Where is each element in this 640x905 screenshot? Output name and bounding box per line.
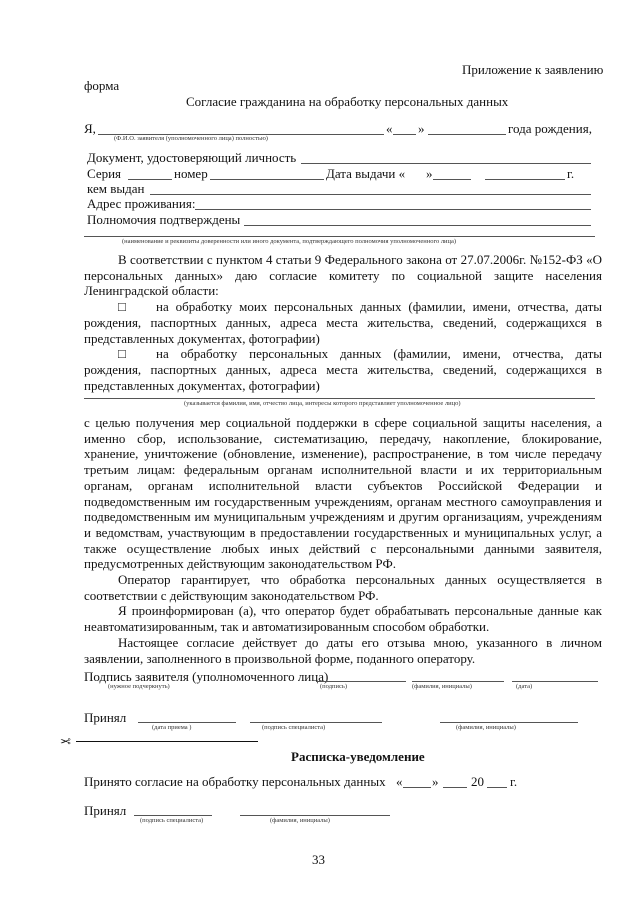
applicant-signature-field[interactable] (316, 681, 406, 682)
receipt-employee-signature-field[interactable] (134, 815, 212, 816)
hint-date: (дата) (516, 683, 533, 690)
address-label: Адрес проживания: (87, 196, 196, 211)
receipt-received-label: Принял (84, 803, 127, 818)
accepted-label: Принял (84, 710, 127, 725)
person-hint: (указывается фамилия, имя, отчество лица, интересы которого представляет уполномоченное лицо) (184, 400, 461, 407)
powers-hint: (наименование и реквизиты доверенности или иного документа, подтверждающего полномочия уполномоченного лица) (122, 238, 457, 245)
hint-applicant-name: (фамилия, инициалы) (412, 683, 472, 690)
powers-label: Полномочия подтверждены (87, 212, 241, 227)
series-label: Серия (87, 166, 122, 181)
validity-paragraph: Настоящее согласие действует до даты его отзыва мною, указанного в личном заявлении, заполненного в произвольной форме, поданного оператору. (84, 634, 602, 666)
address-field[interactable] (195, 209, 591, 210)
hint-employee-signature: (подпись специалиста) (262, 724, 326, 731)
receipt-accepted-text: Принято согласие на обработку персональных данных (84, 774, 386, 789)
accept-date-field[interactable] (138, 722, 236, 723)
issue-date-quote-close: » (426, 166, 433, 181)
birth-year-label: года рождения, (508, 121, 592, 136)
applicant-name-sig-field[interactable] (412, 681, 504, 682)
represented-person-field[interactable] (84, 398, 595, 399)
issue-year-suffix: г. (567, 166, 575, 181)
number-field[interactable] (210, 179, 324, 180)
employee-signature-field[interactable] (250, 722, 382, 723)
hint-signature: (подпись) (320, 683, 347, 690)
form-label: форма (84, 78, 120, 93)
document-title: Согласие гражданина на обработку персональных данных (186, 94, 509, 109)
receipt-quote-open: « (396, 774, 403, 789)
fio-hint: (Ф.И.О. заявителя (уполномоченного лица) полностью) (114, 135, 268, 142)
receipt-title: Расписка-уведомление (291, 749, 425, 764)
consent-intro-block (84, 252, 602, 393)
receipt-year-suffix: г. (510, 774, 518, 789)
id-document-field[interactable] (301, 163, 591, 164)
hint-accept-date: (дата приема ) (152, 724, 192, 731)
applicant-signature-label: Подпись заявителя (уполномоченного лица) (84, 669, 329, 684)
powers-field-continued[interactable] (84, 236, 595, 237)
checkbox-own-data[interactable]: □ (118, 299, 126, 315)
hint-employee-name: (фамилия, инициалы) (456, 724, 516, 731)
consent-intro: В соответствии с пунктом 4 статьи 9 Федерального закона от 27.07.2006г. №152-ФЗ «О персональных данных» даю согласие комитету по социальной защите населения Ленинградской области: (84, 252, 602, 299)
option-own-data: на обработку моих персональных данных (фамилии, имени, отчества, даты рождения, паспортных данных, адреса места жительства, сведений, содержащихся в представленных документах, фотографии) (84, 299, 602, 346)
employee-name-field[interactable] (440, 722, 578, 723)
applicant-date-field[interactable] (512, 681, 598, 682)
receipt-quote-close: » (432, 774, 439, 789)
number-label: номер (174, 166, 208, 181)
issue-year-field[interactable] (485, 179, 565, 180)
hint-emphasize: (нужное подчеркнуть) (108, 683, 170, 690)
id-document-label: Документ, удостоверяющий личность (87, 150, 297, 165)
issue-month-field[interactable] (433, 179, 471, 180)
powers-field[interactable] (244, 225, 591, 226)
informed-paragraph: Я проинформирован (а), что оператор будет обрабатывать персональные данные как неавтоматизированным, так и автоматизированным способом обработки. (84, 603, 602, 635)
receipt-year-prefix: 20 (471, 774, 484, 789)
issued-by-field[interactable] (150, 194, 591, 195)
operator-guarantee: Оператор гарантирует, что обработка персональных данных осуществляется в соответствии с действующим законодательством РФ. (84, 572, 602, 603)
issue-date-label: Дата выдачи « (326, 166, 406, 181)
receipt-day-field[interactable] (403, 787, 431, 788)
option-other-data: на обработку персональных данных (фамилии, имени, отчества, даты рождения, паспортных данных, адреса места жительства, сведений, содержащихся в представленных документах, фотографии) (84, 346, 602, 393)
receipt-month-field[interactable] (443, 787, 467, 788)
checkbox-other-data[interactable]: □ (118, 346, 126, 362)
cut-line (76, 741, 258, 742)
birth-day-quote-close: » (418, 121, 425, 136)
series-field[interactable] (128, 179, 172, 180)
birth-month-field[interactable] (428, 134, 506, 135)
receipt-hint-employee-signature: (подпись специалиста) (140, 817, 204, 824)
birth-day-field[interactable] (393, 134, 416, 135)
receipt-year-field[interactable] (487, 787, 507, 788)
receipt-employee-name-field[interactable] (240, 815, 390, 816)
appendix-label: Приложение к заявлению (462, 62, 604, 77)
birth-day-quote-open: « (386, 121, 393, 136)
issued-by-label: кем выдан (87, 181, 145, 196)
receipt-hint-name: (фамилия, инициалы) (270, 817, 330, 824)
purpose-paragraph: с целью получения мер социальной поддержки в сфере социальной защиты населения, а именно сбор, использование, систематизацию, передачу, накопление, блокирование, хранение, уничтожение (обновление, изменение), распространение, в том числе передачу третьим лицам: федеральным органам исполнительной власти и их территориальным органам, органам исполнительной власти субъектов Российской Федерации и подведомственным им государственным учреждениям, органам местного самоуправления и подведомственным им муниципальным учреждениям и другим организациям, учреждениям и ведомствам, участвующим в предоставлении государственных и муниципальных услуг, а также осуществление любых иных действий с персональными данными заявителя, предусмотренных действующим законодательством РФ. (84, 415, 602, 572)
i-label: Я, (84, 121, 96, 136)
scissors-icon: ✂ (60, 734, 71, 749)
page-number: 33 (312, 852, 325, 867)
consent-terms-block (84, 415, 602, 666)
